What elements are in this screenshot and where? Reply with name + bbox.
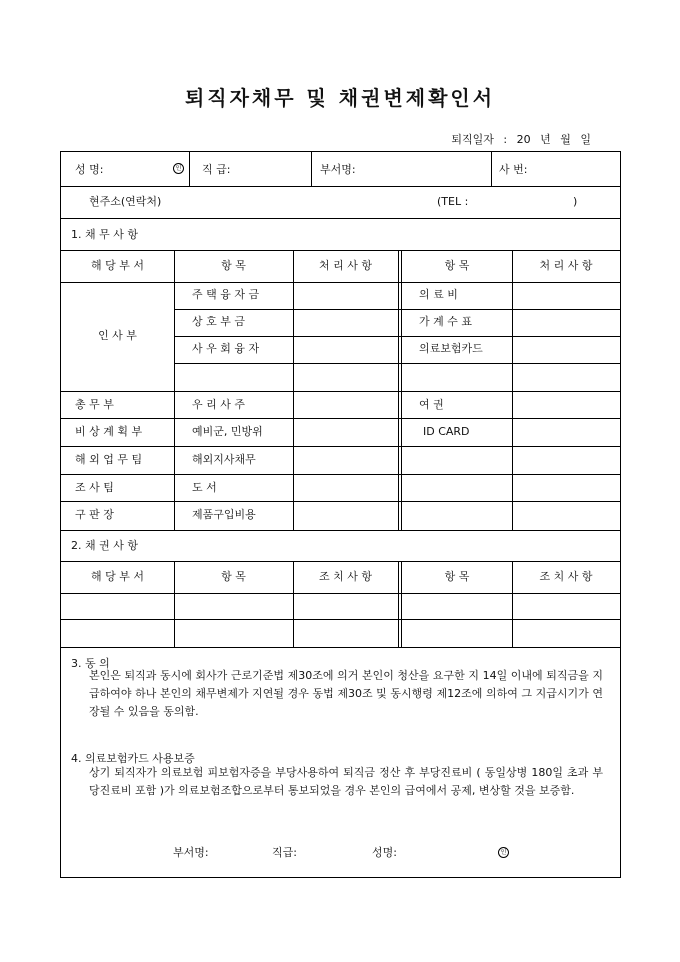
dept-cell: 총 무 부 xyxy=(75,398,114,411)
hr-item-right: 의료보험카드 xyxy=(419,342,483,355)
item-left: 제품구입비용 xyxy=(192,508,256,521)
item-left: 예비군, 민방위 xyxy=(192,425,263,438)
divider xyxy=(61,561,620,562)
credit-header-item: 항 목 xyxy=(444,570,470,583)
guarantee-title: 4. 의료보험카드 사용보증 xyxy=(71,752,195,765)
divider xyxy=(61,218,620,219)
signature-name-label: 성명: xyxy=(372,846,397,859)
credit-header-action: 조 치 사 항 xyxy=(319,570,372,583)
debt-section-title: 1. 채 무 사 항 xyxy=(71,228,138,241)
signature-dept-label: 부서명: xyxy=(173,846,209,859)
signature-rank-label: 직급: xyxy=(272,846,297,859)
divider xyxy=(512,250,513,530)
divider xyxy=(293,250,294,530)
divider xyxy=(61,501,620,502)
double-divider xyxy=(398,250,402,530)
item-right: 여 권 xyxy=(419,398,444,411)
hr-item-right: 가 계 수 표 xyxy=(419,315,472,328)
divider xyxy=(61,418,620,419)
divider xyxy=(174,250,175,530)
credit-header-action: 조 치 사 항 xyxy=(539,570,593,583)
divider xyxy=(174,363,620,364)
double-divider xyxy=(398,561,402,647)
divider xyxy=(174,336,620,337)
hr-item-left: 사 우 회 융 자 xyxy=(192,342,260,355)
divider xyxy=(491,152,492,186)
divider xyxy=(61,391,620,392)
divider xyxy=(61,619,620,620)
dept-cell: 비 상 계 획 부 xyxy=(75,425,143,438)
divider xyxy=(61,282,620,283)
credit-section-title: 2. 채 권 사 항 xyxy=(71,539,138,552)
item-right: ID CARD xyxy=(423,425,470,438)
divider xyxy=(61,250,620,251)
divider xyxy=(311,152,312,186)
dept-cell: 해 외 업 무 팀 xyxy=(75,453,143,466)
item-left: 도 서 xyxy=(192,481,217,494)
name-label: 성 명: xyxy=(75,163,104,176)
divider xyxy=(174,309,620,310)
consent-text: 본인은 퇴직과 동시에 회사가 근로기준법 제30조에 의거 본인이 청산을 요구한 지 14일 이내에 퇴직금을 지급하여야 하나 본인의 채무변제가 지연될 경우 동법 제30조 및 동시행령 제12조에 의하여 그 지급시기가 연장될 수 있음을 동의함. xyxy=(89,669,603,718)
employee-number-label: 사 번: xyxy=(499,163,528,176)
hr-item-right: 의 료 비 xyxy=(419,288,458,301)
seal-icon: 인 xyxy=(498,847,509,858)
debt-header-dept: 해 당 부 서 xyxy=(91,259,144,272)
debt-header-item: 항 목 xyxy=(221,259,246,272)
dept-cell: 구 판 장 xyxy=(75,508,114,521)
item-left: 해외지사채무 xyxy=(192,453,256,466)
divider xyxy=(174,561,175,647)
divider xyxy=(61,530,620,531)
dept-label: 부서명: xyxy=(320,163,356,176)
divider xyxy=(293,561,294,647)
consent-body xyxy=(89,667,603,721)
divider xyxy=(189,152,190,186)
retire-date-line[interactable]: 퇴직일자 : 20 년 월 일 xyxy=(451,133,591,146)
divider xyxy=(61,593,620,594)
seal-icon: 인 xyxy=(173,163,184,174)
item-left: 우 리 사 주 xyxy=(192,398,245,411)
divider xyxy=(61,446,620,447)
signature-seal xyxy=(498,846,509,858)
hr-item-left: 주 택 융 자 금 xyxy=(192,288,260,301)
seal-mark xyxy=(173,162,184,174)
debt-header-action: 처 리 사 항 xyxy=(319,259,372,272)
rank-label: 직 급: xyxy=(202,163,231,176)
form-table xyxy=(60,151,621,878)
dept-cell: 조 사 팀 xyxy=(75,481,114,494)
hr-item-left: 상 호 부 금 xyxy=(192,315,245,328)
tel-close: ) xyxy=(573,195,578,208)
credit-header-dept: 해 당 부 서 xyxy=(91,570,144,583)
divider xyxy=(61,474,620,475)
divider xyxy=(61,647,620,648)
guarantee-body xyxy=(89,764,603,800)
tel-label: (TEL : xyxy=(437,195,469,208)
address-label: 현주소(연락처) xyxy=(89,195,162,208)
document-title: 퇴직자채무 및 채권변제확인서 xyxy=(184,86,496,110)
divider xyxy=(61,186,620,187)
guarantee-text: 상기 퇴직자가 의료보험 피보험자증을 부당사용하여 퇴직금 정산 후 부당진료비 ( 동일상병 180일 초과 부당진료비 포함 )가 의료보험조합으로부터 통보되었을 경우 본인의 급여에서 공제, 변상할 것을 보증함. xyxy=(89,766,603,797)
divider xyxy=(512,561,513,647)
consent-title: 3. 동 의 xyxy=(71,657,110,670)
debt-header-item: 항 목 xyxy=(444,259,470,272)
credit-header-item: 항 목 xyxy=(221,570,246,583)
hr-dept: 인 사 부 xyxy=(98,329,137,342)
debt-header-action: 처 리 사 항 xyxy=(539,259,593,272)
